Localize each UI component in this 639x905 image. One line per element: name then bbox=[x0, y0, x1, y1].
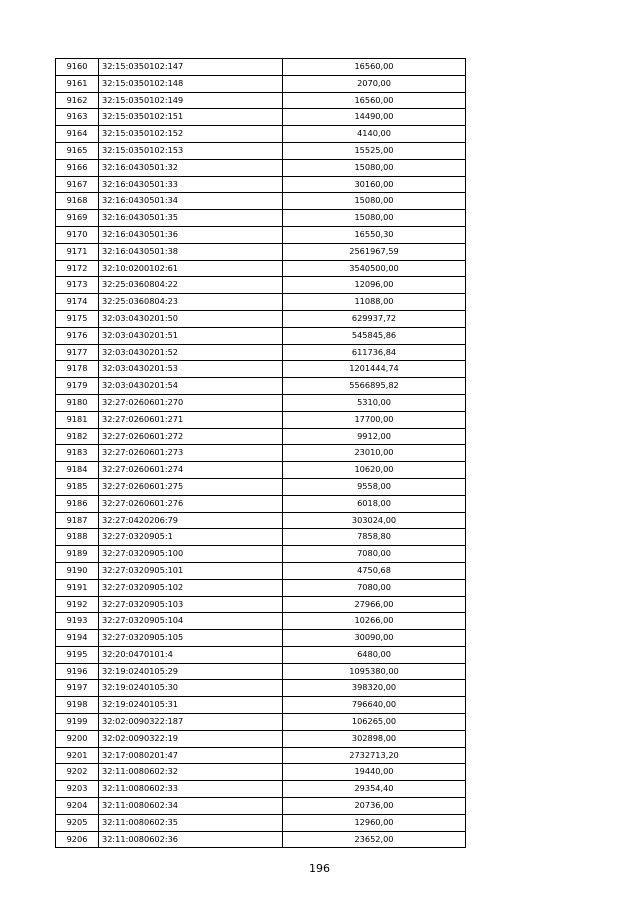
table-row bbox=[56, 730, 466, 747]
table-row bbox=[56, 613, 466, 630]
value-cell: 12096,00 bbox=[283, 277, 466, 294]
table-row bbox=[56, 630, 466, 647]
table-row bbox=[56, 697, 466, 714]
row-number-cell: 9167 bbox=[56, 176, 99, 193]
row-number-cell: 9181 bbox=[56, 411, 99, 428]
value-cell: 6018,00 bbox=[283, 495, 466, 512]
cadastral-number-cell: 32:27:0320905:101 bbox=[99, 562, 283, 579]
cadastral-number-cell: 32:16:0430501:32 bbox=[99, 159, 283, 176]
value-cell: 611736,84 bbox=[283, 344, 466, 361]
table-row bbox=[56, 411, 466, 428]
table-row bbox=[56, 747, 466, 764]
table-row bbox=[56, 512, 466, 529]
cadastral-number-cell: 32:16:0430501:36 bbox=[99, 226, 283, 243]
value-cell: 15080,00 bbox=[283, 210, 466, 227]
cadastral-number-cell: 32:27:0420206:79 bbox=[99, 512, 283, 529]
cadastral-number-cell: 32:11:0080602:35 bbox=[99, 814, 283, 831]
value-cell: 398320,00 bbox=[283, 680, 466, 697]
row-number-cell: 9170 bbox=[56, 226, 99, 243]
value-cell: 16550,30 bbox=[283, 226, 466, 243]
row-number-cell: 9173 bbox=[56, 277, 99, 294]
table-row bbox=[56, 294, 466, 311]
row-number-cell: 9192 bbox=[56, 596, 99, 613]
cadastral-number-cell: 32:27:0260601:272 bbox=[99, 428, 283, 445]
value-cell: 796640,00 bbox=[283, 697, 466, 714]
row-number-cell: 9166 bbox=[56, 159, 99, 176]
cadastral-number-cell: 32:19:0240105:31 bbox=[99, 697, 283, 714]
table-row bbox=[56, 579, 466, 596]
value-cell: 545845,86 bbox=[283, 327, 466, 344]
value-cell: 15080,00 bbox=[283, 159, 466, 176]
row-number-cell: 9203 bbox=[56, 781, 99, 798]
row-number-cell: 9201 bbox=[56, 747, 99, 764]
row-number-cell: 9202 bbox=[56, 764, 99, 781]
cadastral-number-cell: 32:15:0350102:152 bbox=[99, 126, 283, 143]
cadastral-number-cell: 32:16:0430501:34 bbox=[99, 193, 283, 210]
table-row bbox=[56, 546, 466, 563]
page-number: 196 bbox=[309, 862, 330, 875]
row-number-cell: 9186 bbox=[56, 495, 99, 512]
cadastral-value-table bbox=[55, 58, 466, 848]
cadastral-number-cell: 32:10:0200102:61 bbox=[99, 260, 283, 277]
row-number-cell: 9169 bbox=[56, 210, 99, 227]
cadastral-number-cell: 32:15:0350102:153 bbox=[99, 142, 283, 159]
table-row bbox=[56, 142, 466, 159]
table-row bbox=[56, 260, 466, 277]
table-row bbox=[56, 176, 466, 193]
row-number-cell: 9177 bbox=[56, 344, 99, 361]
table-row bbox=[56, 495, 466, 512]
table-row bbox=[56, 327, 466, 344]
table-row bbox=[56, 310, 466, 327]
cadastral-number-cell: 32:03:0430201:53 bbox=[99, 361, 283, 378]
row-number-cell: 9200 bbox=[56, 730, 99, 747]
table-row bbox=[56, 814, 466, 831]
cadastral-number-cell: 32:11:0080602:33 bbox=[99, 781, 283, 798]
value-cell: 6480,00 bbox=[283, 646, 466, 663]
cadastral-number-cell: 32:02:0090322:187 bbox=[99, 714, 283, 731]
value-cell: 20736,00 bbox=[283, 798, 466, 815]
cadastral-number-cell: 32:15:0350102:151 bbox=[99, 109, 283, 126]
row-number-cell: 9196 bbox=[56, 663, 99, 680]
row-number-cell: 9160 bbox=[56, 59, 99, 76]
table-row bbox=[56, 663, 466, 680]
value-cell: 14490,00 bbox=[283, 109, 466, 126]
cadastral-number-cell: 32:02:0090322:19 bbox=[99, 730, 283, 747]
table-row bbox=[56, 714, 466, 731]
value-cell: 23010,00 bbox=[283, 445, 466, 462]
value-cell: 16560,00 bbox=[283, 59, 466, 76]
table-row bbox=[56, 798, 466, 815]
cadastral-number-cell: 32:03:0430201:50 bbox=[99, 310, 283, 327]
value-cell: 30090,00 bbox=[283, 630, 466, 647]
table-row bbox=[56, 159, 466, 176]
value-cell: 2561967,59 bbox=[283, 243, 466, 260]
table-body bbox=[56, 59, 466, 848]
table-row bbox=[56, 781, 466, 798]
row-number-cell: 9172 bbox=[56, 260, 99, 277]
row-number-cell: 9194 bbox=[56, 630, 99, 647]
value-cell: 4750,68 bbox=[283, 562, 466, 579]
value-cell: 15080,00 bbox=[283, 193, 466, 210]
table-row bbox=[56, 378, 466, 395]
table-row bbox=[56, 344, 466, 361]
table-row bbox=[56, 562, 466, 579]
cadastral-number-cell: 32:16:0430501:38 bbox=[99, 243, 283, 260]
table-row bbox=[56, 92, 466, 109]
value-cell: 629937,72 bbox=[283, 310, 466, 327]
table-row bbox=[56, 462, 466, 479]
cadastral-number-cell: 32:27:0260601:270 bbox=[99, 394, 283, 411]
cadastral-number-cell: 32:20:0470101:4 bbox=[99, 646, 283, 663]
row-number-cell: 9174 bbox=[56, 294, 99, 311]
table-row bbox=[56, 210, 466, 227]
table-row bbox=[56, 243, 466, 260]
row-number-cell: 9204 bbox=[56, 798, 99, 815]
value-cell: 12960,00 bbox=[283, 814, 466, 831]
value-cell: 3540500,00 bbox=[283, 260, 466, 277]
row-number-cell: 9193 bbox=[56, 613, 99, 630]
cadastral-number-cell: 32:15:0350102:149 bbox=[99, 92, 283, 109]
row-number-cell: 9175 bbox=[56, 310, 99, 327]
cadastral-number-cell: 32:17:0080201:47 bbox=[99, 747, 283, 764]
row-number-cell: 9183 bbox=[56, 445, 99, 462]
value-cell: 5310,00 bbox=[283, 394, 466, 411]
value-cell: 7858,80 bbox=[283, 529, 466, 546]
cadastral-number-cell: 32:27:0320905:105 bbox=[99, 630, 283, 647]
value-cell: 29354,40 bbox=[283, 781, 466, 798]
table-row bbox=[56, 361, 466, 378]
table-row bbox=[56, 193, 466, 210]
table-row bbox=[56, 529, 466, 546]
row-number-cell: 9185 bbox=[56, 478, 99, 495]
value-cell: 5566895,82 bbox=[283, 378, 466, 395]
table-row bbox=[56, 428, 466, 445]
value-cell: 4140,00 bbox=[283, 126, 466, 143]
cadastral-number-cell: 32:27:0320905:103 bbox=[99, 596, 283, 613]
cadastral-number-cell: 32:03:0430201:52 bbox=[99, 344, 283, 361]
row-number-cell: 9189 bbox=[56, 546, 99, 563]
row-number-cell: 9179 bbox=[56, 378, 99, 395]
cadastral-number-cell: 32:27:0320905:104 bbox=[99, 613, 283, 630]
value-cell: 7080,00 bbox=[283, 579, 466, 596]
value-cell: 302898,00 bbox=[283, 730, 466, 747]
row-number-cell: 9205 bbox=[56, 814, 99, 831]
value-cell: 23652,00 bbox=[283, 831, 466, 848]
cadastral-number-cell: 32:27:0260601:271 bbox=[99, 411, 283, 428]
value-cell: 19440,00 bbox=[283, 764, 466, 781]
table-row bbox=[56, 277, 466, 294]
cadastral-number-cell: 32:27:0320905:102 bbox=[99, 579, 283, 596]
value-cell: 2070,00 bbox=[283, 75, 466, 92]
cadastral-number-cell: 32:15:0350102:148 bbox=[99, 75, 283, 92]
row-number-cell: 9197 bbox=[56, 680, 99, 697]
value-cell: 11088,00 bbox=[283, 294, 466, 311]
row-number-cell: 9171 bbox=[56, 243, 99, 260]
row-number-cell: 9163 bbox=[56, 109, 99, 126]
cadastral-number-cell: 32:27:0260601:275 bbox=[99, 478, 283, 495]
value-cell: 15525,00 bbox=[283, 142, 466, 159]
table-row bbox=[56, 75, 466, 92]
table-row bbox=[56, 680, 466, 697]
row-number-cell: 9206 bbox=[56, 831, 99, 848]
row-number-cell: 9176 bbox=[56, 327, 99, 344]
cadastral-number-cell: 32:27:0320905:100 bbox=[99, 546, 283, 563]
value-cell: 7080,00 bbox=[283, 546, 466, 563]
value-cell: 303024,00 bbox=[283, 512, 466, 529]
cadastral-number-cell: 32:15:0350102:147 bbox=[99, 59, 283, 76]
cadastral-number-cell: 32:27:0260601:274 bbox=[99, 462, 283, 479]
table-row bbox=[56, 226, 466, 243]
table-row bbox=[56, 831, 466, 848]
cadastral-number-cell: 32:25:0360804:23 bbox=[99, 294, 283, 311]
row-number-cell: 9191 bbox=[56, 579, 99, 596]
table-row bbox=[56, 596, 466, 613]
row-number-cell: 9168 bbox=[56, 193, 99, 210]
row-number-cell: 9180 bbox=[56, 394, 99, 411]
row-number-cell: 9165 bbox=[56, 142, 99, 159]
table-row bbox=[56, 478, 466, 495]
row-number-cell: 9182 bbox=[56, 428, 99, 445]
value-cell: 10620,00 bbox=[283, 462, 466, 479]
cadastral-number-cell: 32:16:0430501:33 bbox=[99, 176, 283, 193]
cadastral-number-cell: 32:27:0260601:273 bbox=[99, 445, 283, 462]
cadastral-number-cell: 32:25:0360804:22 bbox=[99, 277, 283, 294]
value-cell: 30160,00 bbox=[283, 176, 466, 193]
table-row bbox=[56, 109, 466, 126]
row-number-cell: 9195 bbox=[56, 646, 99, 663]
table-row bbox=[56, 764, 466, 781]
value-cell: 2732713,20 bbox=[283, 747, 466, 764]
cadastral-number-cell: 32:16:0430501:35 bbox=[99, 210, 283, 227]
cadastral-number-cell: 32:27:0320905:1 bbox=[99, 529, 283, 546]
table-row bbox=[56, 646, 466, 663]
row-number-cell: 9198 bbox=[56, 697, 99, 714]
row-number-cell: 9187 bbox=[56, 512, 99, 529]
cadastral-number-cell: 32:03:0430201:51 bbox=[99, 327, 283, 344]
cadastral-number-cell: 32:11:0080602:32 bbox=[99, 764, 283, 781]
value-cell: 9912,00 bbox=[283, 428, 466, 445]
row-number-cell: 9188 bbox=[56, 529, 99, 546]
table-row bbox=[56, 445, 466, 462]
row-number-cell: 9199 bbox=[56, 714, 99, 731]
row-number-cell: 9164 bbox=[56, 126, 99, 143]
value-cell: 27966,00 bbox=[283, 596, 466, 613]
cadastral-number-cell: 32:19:0240105:29 bbox=[99, 663, 283, 680]
table-row bbox=[56, 394, 466, 411]
row-number-cell: 9178 bbox=[56, 361, 99, 378]
row-number-cell: 9161 bbox=[56, 75, 99, 92]
value-cell: 1095380,00 bbox=[283, 663, 466, 680]
value-cell: 10266,00 bbox=[283, 613, 466, 630]
table-row bbox=[56, 59, 466, 76]
cadastral-number-cell: 32:19:0240105:30 bbox=[99, 680, 283, 697]
value-cell: 17700,00 bbox=[283, 411, 466, 428]
value-cell: 1201444,74 bbox=[283, 361, 466, 378]
row-number-cell: 9190 bbox=[56, 562, 99, 579]
cadastral-number-cell: 32:11:0080602:34 bbox=[99, 798, 283, 815]
cadastral-number-cell: 32:27:0260601:276 bbox=[99, 495, 283, 512]
value-cell: 16560,00 bbox=[283, 92, 466, 109]
cadastral-number-cell: 32:03:0430201:54 bbox=[99, 378, 283, 395]
cadastral-number-cell: 32:11:0080602:36 bbox=[99, 831, 283, 848]
value-cell: 106265,00 bbox=[283, 714, 466, 731]
row-number-cell: 9162 bbox=[56, 92, 99, 109]
row-number-cell: 9184 bbox=[56, 462, 99, 479]
value-cell: 9558,00 bbox=[283, 478, 466, 495]
table-row bbox=[56, 126, 466, 143]
